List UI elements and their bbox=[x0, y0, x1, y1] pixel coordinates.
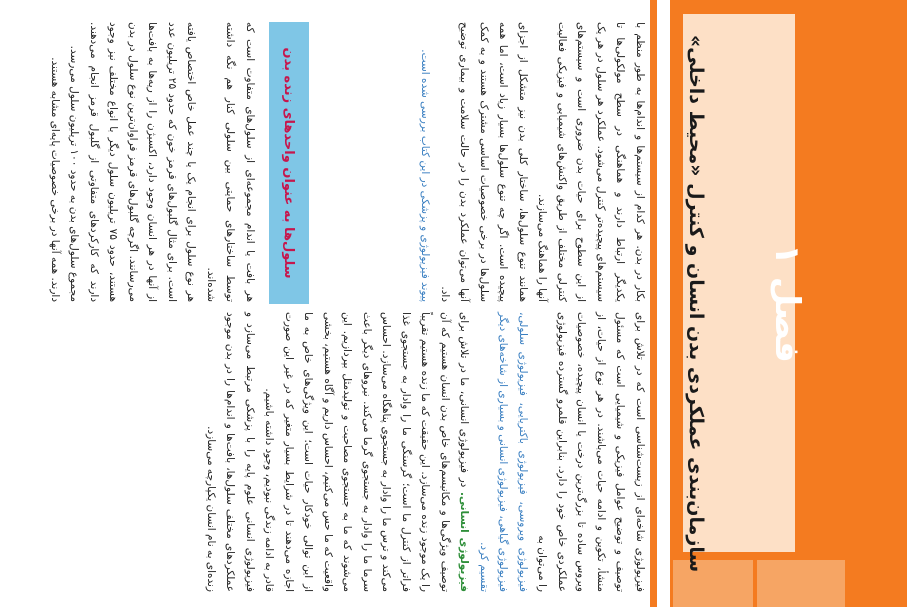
text-column-right bbox=[201, 312, 650, 592]
human-physiology-label: فیزیولوژی انسانی. bbox=[458, 491, 471, 593]
paragraph: هر نوع سلول برای انجام یک یا چند عمل خاص اختصاص یافته است. برای مثال گلبول‌های قرمز خون که حدود ۲۵ تریلیون عدد از آنها در هر انسان وجود دارد، اکسیژن را از ریه‌ها به بافت‌ها می‌رسانند. اگرچه گلبول‌های قرمز فراوان‌ترین نوع سلول در بدن هستند، حدود ۷۵ تریلیون سلول دیگر با انواع مختلف نیز وجود دارند که کارکردهای متفاوتی از گلبول قرمز انجام می‌دهند. مجموع سلول‌های بدن به حدود ۱۰۰ تریلیون سلول می‌رسد. bbox=[68, 22, 198, 303]
page-title: سازمان‌بندی عملکردی بدن انسان و کنترل «محیط داخلی» bbox=[685, 34, 707, 573]
human-physiology-paragraph bbox=[259, 312, 474, 592]
text-column-left bbox=[415, 22, 649, 302]
physiology-branches: فیزیولوژی ویروسی، فیزیولوژی باکتریایی، فیزیولوژی سلولی، فیزیولوژی گیاهی، فیزیولوژی انسانی و بسیاری از شاخه‌های دیگر تقسیم کرد. bbox=[478, 312, 529, 592]
closing-paragraph: فیزیولوژی انسانی علوم پایه را با پزشکی مرتبط می‌سازد و عملکردهای مختلف سلول‌ها، بافت‌ها و اندام‌ها را در بدن موجود زنده‌ای به نام انسان یکپارچه می‌سازد. bbox=[205, 312, 256, 592]
text-column-left-lower bbox=[45, 22, 260, 302]
paragraph: همانند تنوع سلول‌ها، ساختار کلی بدن نیز متشکل از اجزای پیچیده است. اگر چه تنوع سلول‌ها بسیار زیاد است، اما همه سلول‌ها در برخی خصوصیات اساسی مشترک هستند و به کمک آنها می‌توان عملکرد بدن را در حالت سلامت و بیماری توضیح داد. bbox=[439, 22, 529, 302]
note-paragraph: پیوند فیزیولوژی و پزشکی در این کتاب بررسی شده است. bbox=[419, 49, 432, 302]
intro-paragraph: فیزیولوژی شاخه‌ای از زیست‌شناسی است که در تلاش برای توصیف و توضیح عوامل فیزیکی و شیمیایی است که مسئول منشأ، تکوین و ادامه حیات می‌باشند. در هر نوع از حیات، از ویروس ساده تا بزرگ‌ترین درخت یا انسان پیچیده، خصوصیات عملکردی خاص خود را دارد. بنابراین قلمرو گسترده فیزیولوژی را می‌توان به bbox=[536, 312, 646, 592]
paragraph: بکار در بدن. هر کدام از سیستم‌ها و اندام‌ها به طور منظم با یکدیگر ارتباط دارند و هماهنگی در سطح مولکولی‌ها تا سیستم‌های پیچیده‌تر کنترل می‌شود. عملکرد هر سلول در هر یک از این سطوح برای حیات بدن ضروری است و سیستم‌های کنترلی مختلف از طریق واکنش‌های شیمیایی و فیزیکی فعالیت آنها را هماهنگ می‌سازند. bbox=[536, 22, 646, 302]
chapter-title: فصل ۱ bbox=[767, 244, 807, 363]
paragraph: دارند. همه آنها در برخی خصوصیات پایه‌ای مشابه هستند. bbox=[49, 57, 61, 302]
human-physiology-text: در فیزیولوژی انسانی، ما در تلاش برای توصیف ویژگی‌ها و مکانیسم‌های خاص بدن انسان هستیم که آن را یک موجود زنده می‌سازد. این حقیقت که ما زنده هستیم تقریباً فراتر از کنترل ما است؛ گرسنگی ما را وادار به جستجوی غذا می‌کند و ترس ما را وادار به جستجوی پناهگاه می‌سازد. احساس سرما ما را وادار به جستجوی گرما می‌کند. نیروهای دیگر باعث می‌شوند که ما به جستجوی مصاحبت و تولیدمثل بپردازیم. این واقعیت که ما حس می‌کنیم، احساس داریم و آگاه هستیم، بخشی از این توالی خودکار حیات است؛ این ویژگی‌های خاص به ما اجازه می‌دهند تا در شرایط بسیار متغیر که در غیر این صورت قادر به ادامه زندگی نبودیم، وجود داشته باشیم. bbox=[263, 312, 471, 592]
section-heading: سلول‌ها به عنوان واحدهای زنده بدن bbox=[281, 47, 297, 279]
section-heading-box bbox=[269, 22, 309, 304]
paragraph: هر بافت یا اندام مجموعه‌ای از سلول‌های متفاوت است که توسط ساختارهای حمایتی بین سلولی کنار هم نگه داشته شده‌اند. bbox=[205, 22, 256, 302]
